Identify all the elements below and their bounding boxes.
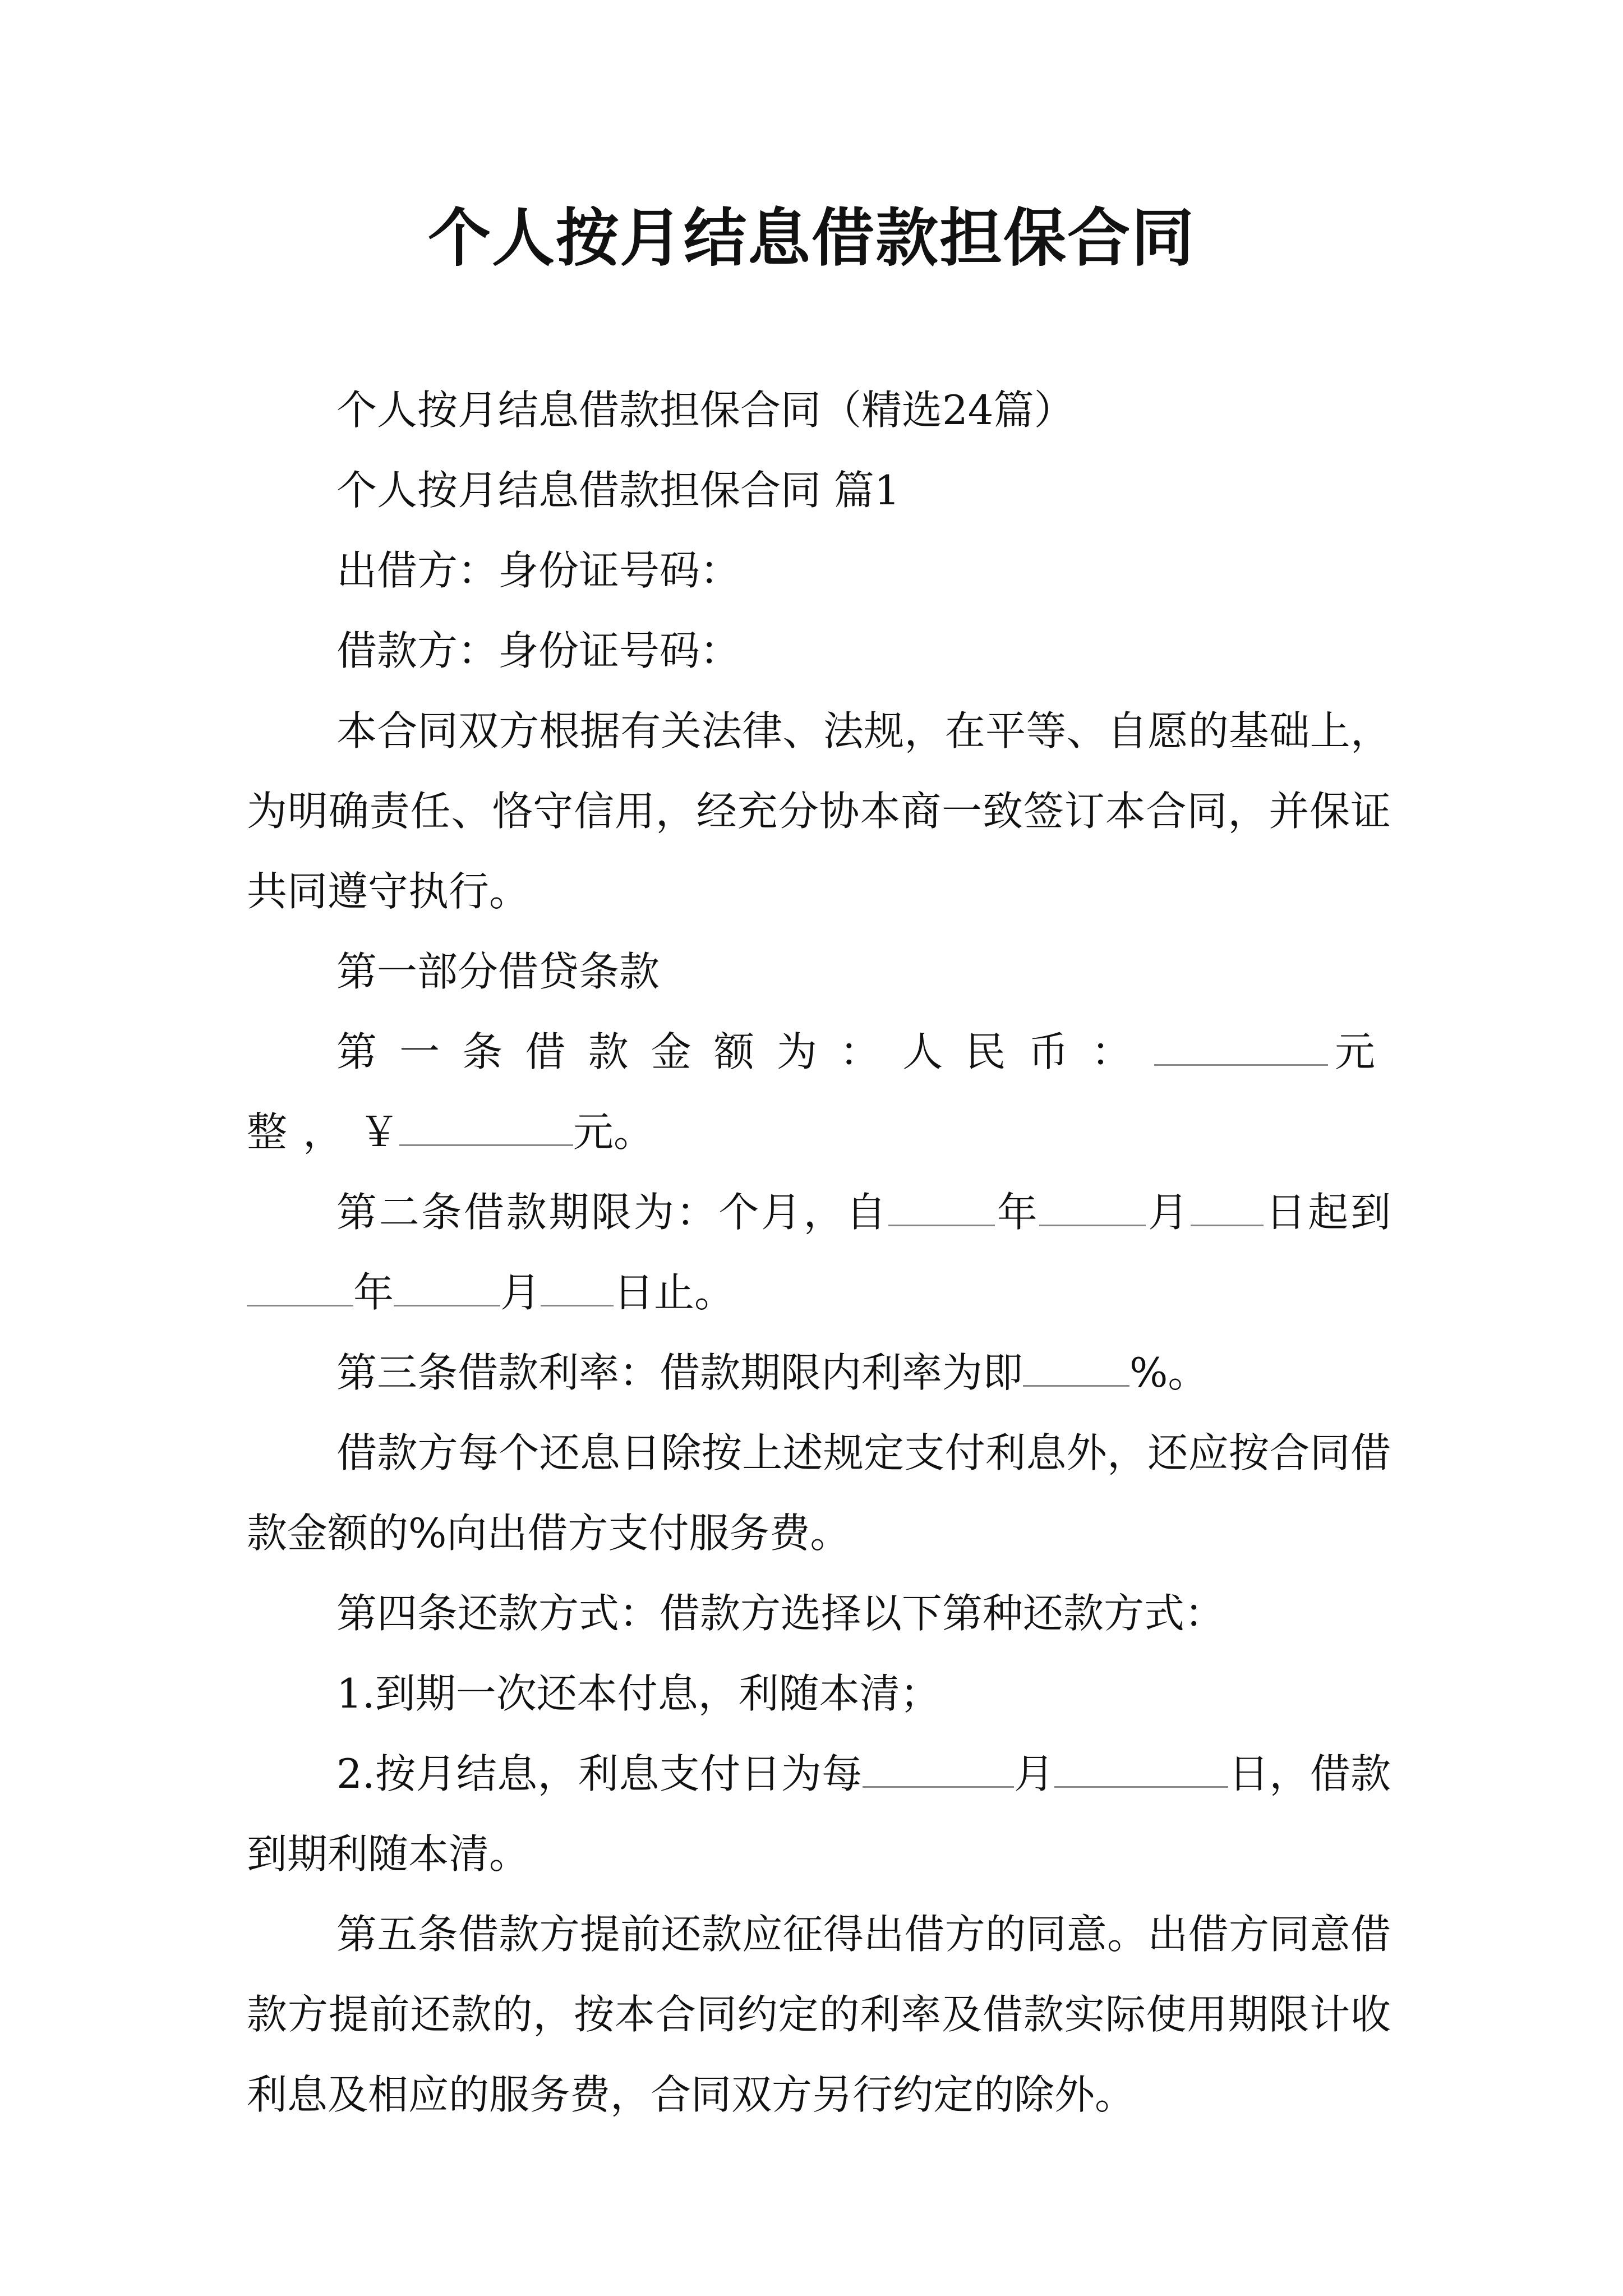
end-month-label: 月 bbox=[500, 1269, 541, 1316]
currency-symbol: ￥ bbox=[359, 1108, 400, 1156]
paragraph-part-one: 第一部分借贷条款 bbox=[336, 948, 660, 995]
payment-month-blank bbox=[863, 1752, 1014, 1788]
end-month-blank bbox=[394, 1271, 500, 1306]
start-month-blank bbox=[1039, 1191, 1146, 1226]
article-one-text: 第一条借款金额为：人民币： bbox=[336, 1028, 1154, 1075]
paragraph-option-two bbox=[247, 1734, 1391, 1894]
end-year-blank bbox=[247, 1271, 353, 1306]
paragraph-article-five: 第五条借款方提前还款应征得出借方的同意。出借方同意借款方提前还款的，按本合同约定的利率及借款实际使用期限计收利息及相应的服务费，合同双方另行约定的除外。 bbox=[247, 1911, 1391, 2118]
article-three-text: 第三条借款利率：借款期限内利率为即 bbox=[336, 1349, 1023, 1396]
payment-day-blank bbox=[1054, 1752, 1228, 1788]
paragraph-lender: 出借方：身份证号码： bbox=[336, 547, 741, 594]
paragraph-article-four: 第四条还款方式：借款方选择以下第种还款方式： bbox=[336, 1590, 1225, 1637]
paragraph-option-one: 1.到期一次还本付息，利随本清； bbox=[336, 1670, 940, 1717]
start-month-label: 月 bbox=[1146, 1189, 1191, 1236]
paragraph-section-heading: 个人按月结息借款担保合同 篇1 bbox=[336, 467, 900, 514]
start-day-blank bbox=[1191, 1191, 1264, 1226]
start-year-label: 年 bbox=[995, 1189, 1040, 1236]
interest-rate-blank bbox=[1023, 1351, 1129, 1387]
paragraph-preamble: 本合同双方根据有关法律、法规，在平等、自愿的基础上，为明确责任、恪守信用，经充分协本商一致签订本合同，并保证共同遵守执行。 bbox=[247, 707, 1391, 915]
article-three-end: %。 bbox=[1129, 1349, 1209, 1396]
option-two-end: 日，借款到期利随本清。 bbox=[247, 1750, 1391, 1878]
end-day-blank bbox=[541, 1271, 614, 1306]
paragraph-article-three bbox=[247, 1333, 1391, 1413]
paragraph-service-fee: 借款方每个还息日除按上述规定支付利息外，还应按合同借款金额的%向出借方支付服务费。 bbox=[247, 1429, 1391, 1557]
payment-month-label: 月 bbox=[1013, 1750, 1055, 1797]
document-body bbox=[247, 370, 1391, 2135]
start-year-blank bbox=[888, 1191, 995, 1226]
paragraph-subtitle: 个人按月结息借款担保合同（精选24篇） bbox=[336, 386, 1075, 434]
paragraph-article-one bbox=[247, 1012, 1391, 1172]
amount-blank bbox=[1154, 1030, 1328, 1066]
paragraph-borrower: 借款方：身份证号码： bbox=[336, 627, 741, 674]
paragraph-article-two bbox=[247, 1172, 1391, 1333]
article-one-end: 元。 bbox=[573, 1108, 654, 1156]
amount-number-blank bbox=[399, 1111, 573, 1146]
document-title: 个人按月结息借款担保合同 bbox=[428, 202, 1195, 275]
start-day-label: 日起到 bbox=[1263, 1189, 1391, 1236]
end-day-label: 日止。 bbox=[614, 1269, 735, 1316]
end-year-label: 年 bbox=[353, 1269, 394, 1316]
article-two-text: 第二条借款期限为：个月，自 bbox=[336, 1189, 889, 1236]
article-one-unit: 元整， bbox=[247, 1028, 1391, 1156]
option-two-text: 2.按月结息，利息支付日为每 bbox=[336, 1750, 863, 1797]
